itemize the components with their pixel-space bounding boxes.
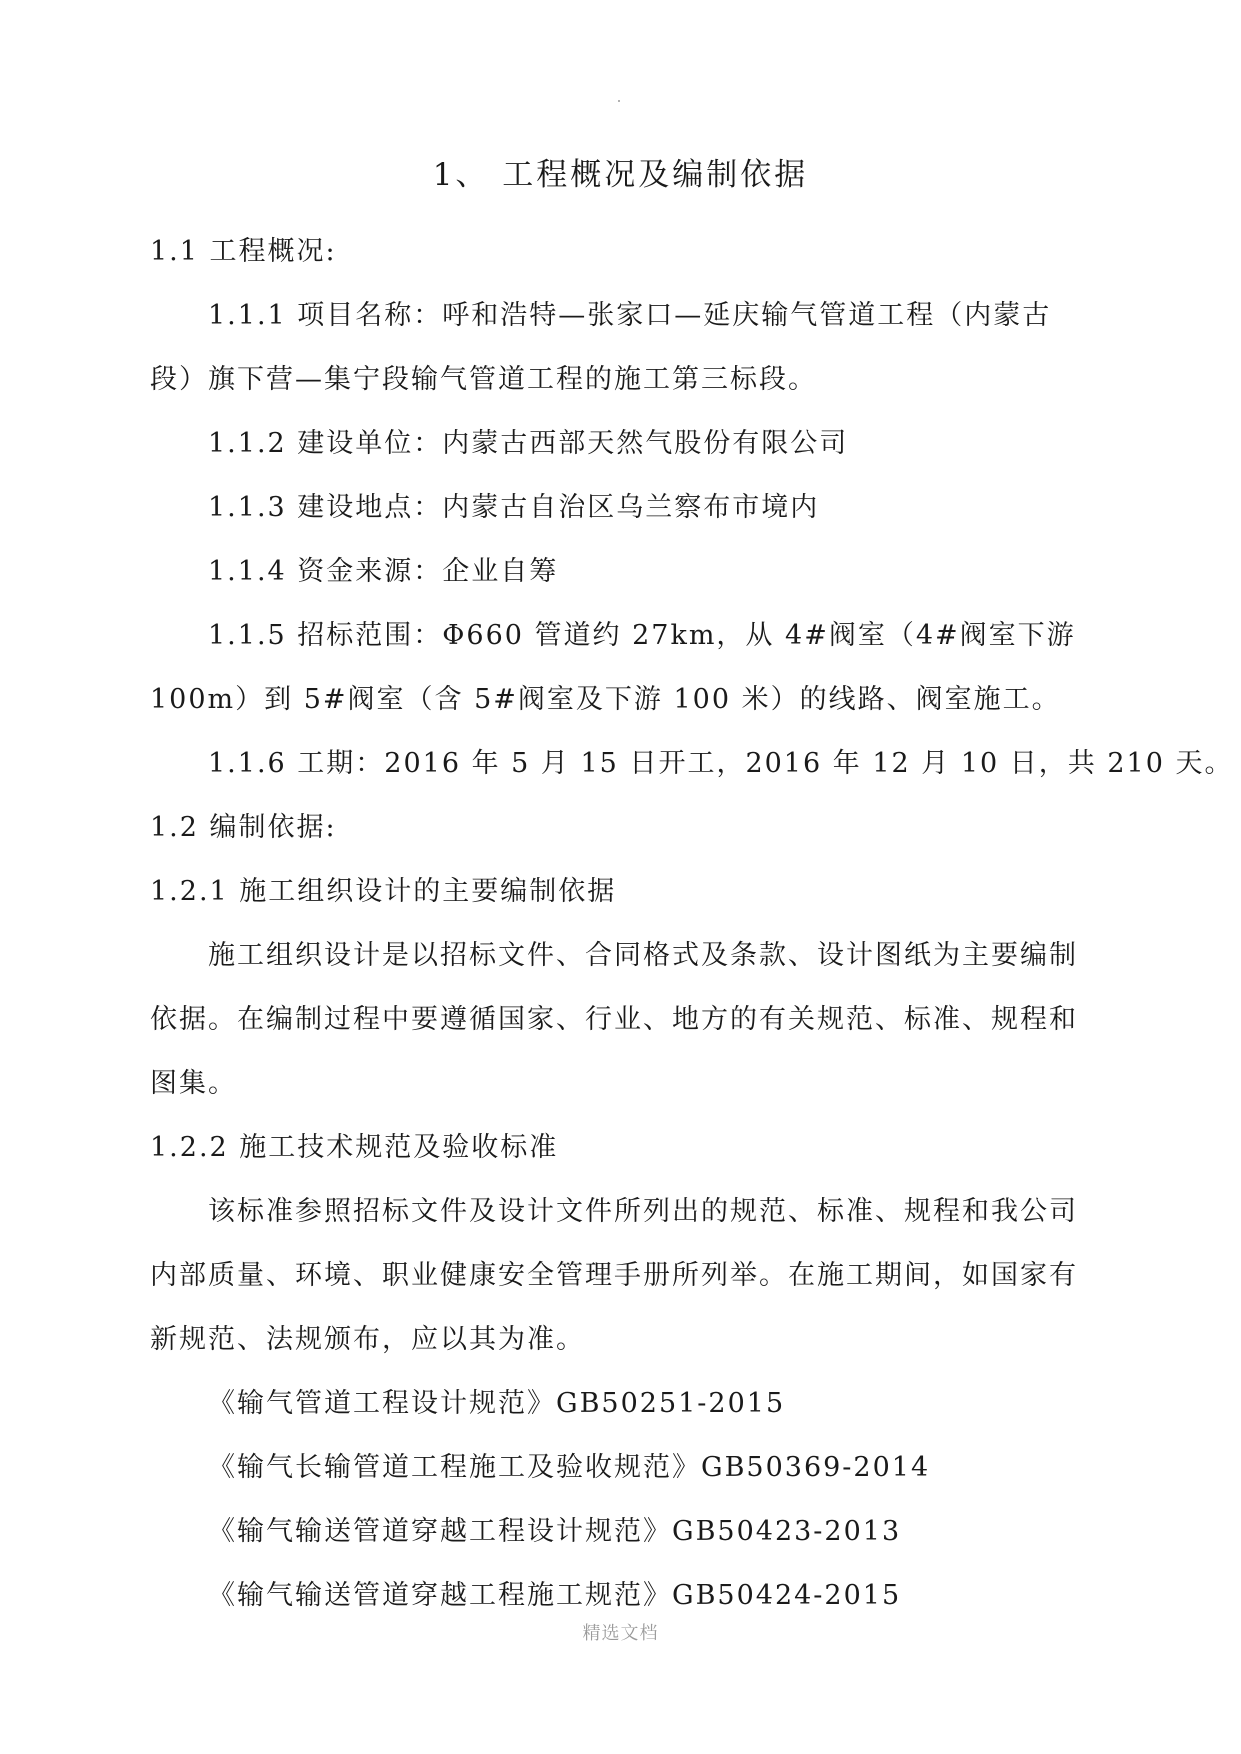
section-1-2-1-body: 施工组织设计是以招标文件、合同格式及条款、设计图纸为主要编制依据。在编制过程中要遵循国家、行业、地方的有关规范、标准、规程和图集。 [150, 940, 1078, 1099]
page-footer: 精选文档 [582, 1623, 659, 1644]
section-1-2-2-heading: 1.2.2 施工技术规范及验收标准 [150, 1132, 559, 1163]
reference-item: 《输气输送管道穿越工程设计规范》GB50423-2013 [208, 1516, 902, 1547]
page-title: 1、 工程概况及编制依据 [432, 157, 809, 193]
section-1-1-heading: 1.1 工程概况: [150, 236, 337, 267]
section-1-1-5: 1.1.5 招标范围：Φ660 管道约 27km，从 4#阀室（4#阀室下游 100m）到 5#阀室（含 5#阀室及下游 100 米）的线路、阀室施工。 [150, 620, 1076, 715]
section-1-1-4: 1.1.4 资金来源：企业自筹 [208, 556, 559, 587]
reference-item: 《输气输送管道穿越工程施工规范》GB50424-2015 [208, 1580, 902, 1611]
document-body [150, 220, 1234, 1628]
section-1-1-3: 1.1.3 建设地点：内蒙古自治区乌兰察布市境内 [208, 492, 820, 523]
section-1-2-2-body: 该标准参照招标文件及设计文件所列出的规范、标准、规程和我公司内部质量、环境、职业健康安全管理手册所列举。在施工期间，如国家有新规范、法规颁布，应以其为准。 [150, 1196, 1078, 1355]
section-1-1-6: 1.1.6 工期：2016 年 5 月 15 日开工，2016 年 12 月 10 日，共 210 天。 [208, 748, 1234, 779]
section-1-1-2: 1.1.2 建设单位：内蒙古西部天然气股份有限公司 [208, 428, 849, 459]
section-1-2-1-heading: 1.2.1 施工组织设计的主要编制依据 [150, 876, 617, 907]
reference-item: 《输气长输管道工程施工及验收规范》GB50369-2014 [208, 1452, 931, 1483]
header-mark [618, 100, 620, 102]
reference-list [150, 1372, 1092, 1628]
reference-item: 《输气管道工程设计规范》GB50251-2015 [208, 1388, 786, 1419]
section-1-1-1: 1.1.1 项目名称：呼和浩特—张家口—延庆输气管道工程（内蒙古段）旗下营—集宁段输气管道工程的施工第三标段。 [150, 300, 1052, 395]
section-1-2-heading: 1.2 编制依据: [150, 812, 337, 843]
